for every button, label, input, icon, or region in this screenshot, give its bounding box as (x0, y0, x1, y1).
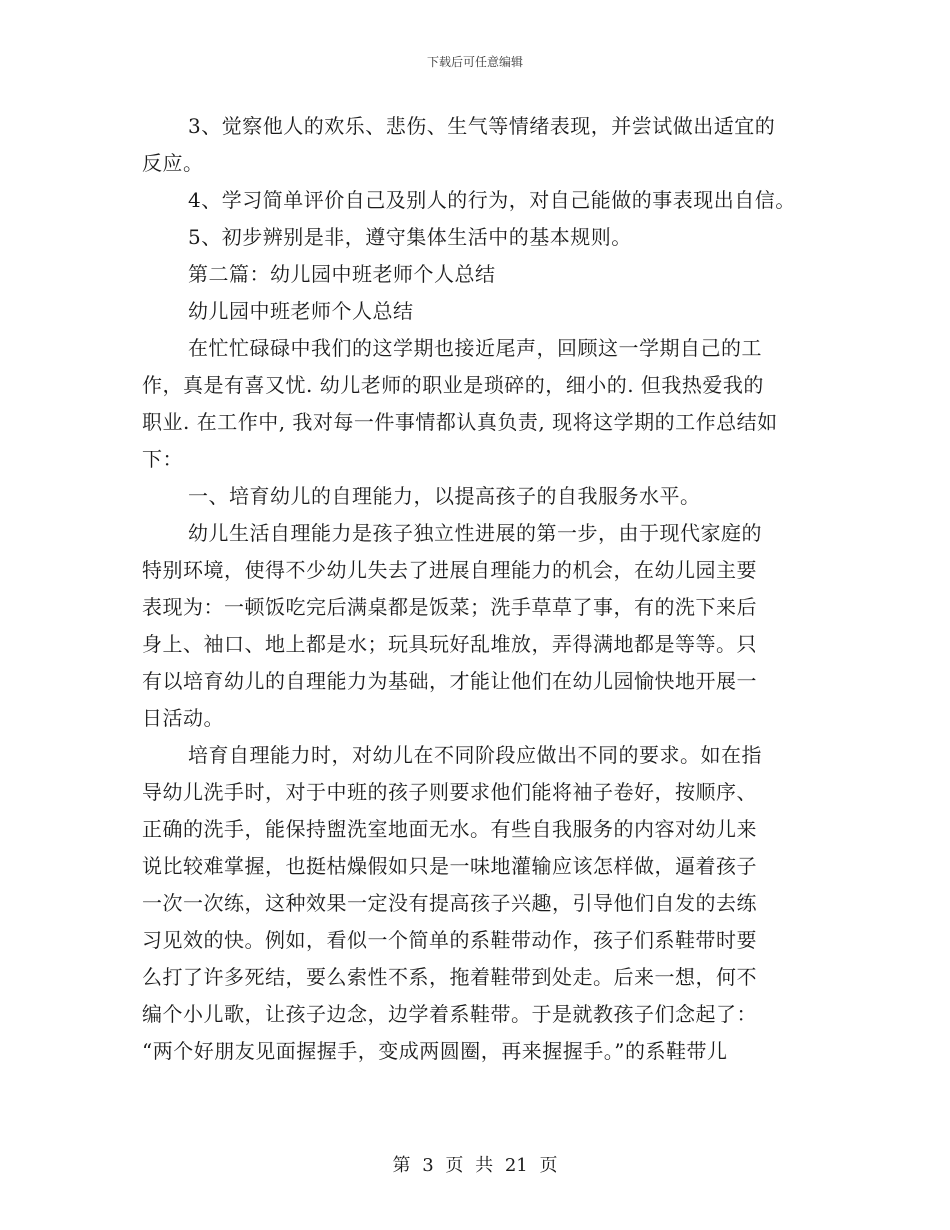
paragraph-line: 说比较难掌握，也挺枯燥假如只是一味地灌输应该怎样做，逼着孩子 (142, 854, 757, 878)
paragraph-line: “两个好朋友见面握握手，变成两圆圈，再来握握手。”的系鞋带儿 (142, 1039, 728, 1063)
paragraph-line: 日活动。 (142, 706, 224, 730)
document-body (142, 108, 802, 1070)
paragraph-line: 习见效的快。例如，看似一个简单的系鞋带动作，孩子们系鞋带时要 (142, 928, 757, 952)
paragraph-line: 么打了许多死结，要么索性不系，拖着鞋带到处走。后来一想，何不 (142, 965, 757, 989)
paragraph-line: 5、初步辨别是非，遵守集体生活中的基本规则。 (188, 225, 632, 249)
paragraph-line: 导幼儿洗手时，对于中班的孩子则要求他们能将袖子卷好，按顺序、 (142, 780, 757, 804)
paragraph-line: 特别环境，使得不少幼儿失去了进展自理能力的机会，在幼儿园主要 (142, 558, 757, 582)
paragraph-line: 表现为：一顿饭吃完后满桌都是饭菜；洗手草草了事，有的洗下来后 (142, 595, 757, 619)
paragraph-line: 职业. 在工作中, 我对每一件事情都认真负责, 现将这学期的工作总结如 (142, 410, 778, 434)
paragraph-line: 作，真是有喜又忧. 幼儿老师的职业是琐碎的，细小的. 但我热爱我的 (142, 373, 764, 397)
paragraph-line: 反应。 (142, 151, 204, 175)
subsection-heading: 一、培育幼儿的自理能力，以提高孩子的自我服务水平。 (188, 484, 701, 508)
page-header-note: 下载后可任意编辑 (426, 55, 523, 69)
paragraph-line: 幼儿生活自理能力是孩子独立性进展的第一步，由于现代家庭的 (188, 521, 762, 545)
paragraph-line: 一次一次练，这种效果一定没有提高孩子兴趣，引导他们自发的去练 (142, 891, 757, 915)
paragraph-line: 编个小儿歌，让孩子边念，边学着系鞋带。于是就教孩子们念起了： (142, 1002, 757, 1026)
paragraph-line: 在忙忙碌碌中我们的这学期也接近尾声，回顾这一学期自己的工 (188, 336, 762, 360)
paragraph-line: 3、觉察他人的欢乐、悲伤、生气等情绪表现，并尝试做出适宜的 (188, 114, 776, 138)
section-title: 幼儿园中班老师个人总结 (188, 299, 414, 323)
paragraph-line: 有以培育幼儿的自理能力为基础，才能让他们在幼儿园愉快地开展一 (142, 669, 757, 693)
paragraph-line: 下： (142, 447, 183, 471)
paragraph-line: 身上、袖口、地上都是水；玩具玩好乱堆放，弄得满地都是等等。只 (142, 632, 757, 656)
paragraph-line: 培育自理能力时，对幼儿在不同阶段应做出不同的要求。如在指 (188, 743, 762, 767)
paragraph-line: 4、学习简单评价自己及别人的行为，对自己能做的事表现出自信。 (188, 188, 796, 212)
paragraph-line: 正确的洗手，能保持盥洗室地面无水。有些自我服务的内容对幼儿来 (142, 817, 757, 841)
page-number: 第 3 页 共 21 页 (392, 1155, 558, 1176)
section-heading: 第二篇：幼儿园中班老师个人总结 (188, 262, 496, 286)
